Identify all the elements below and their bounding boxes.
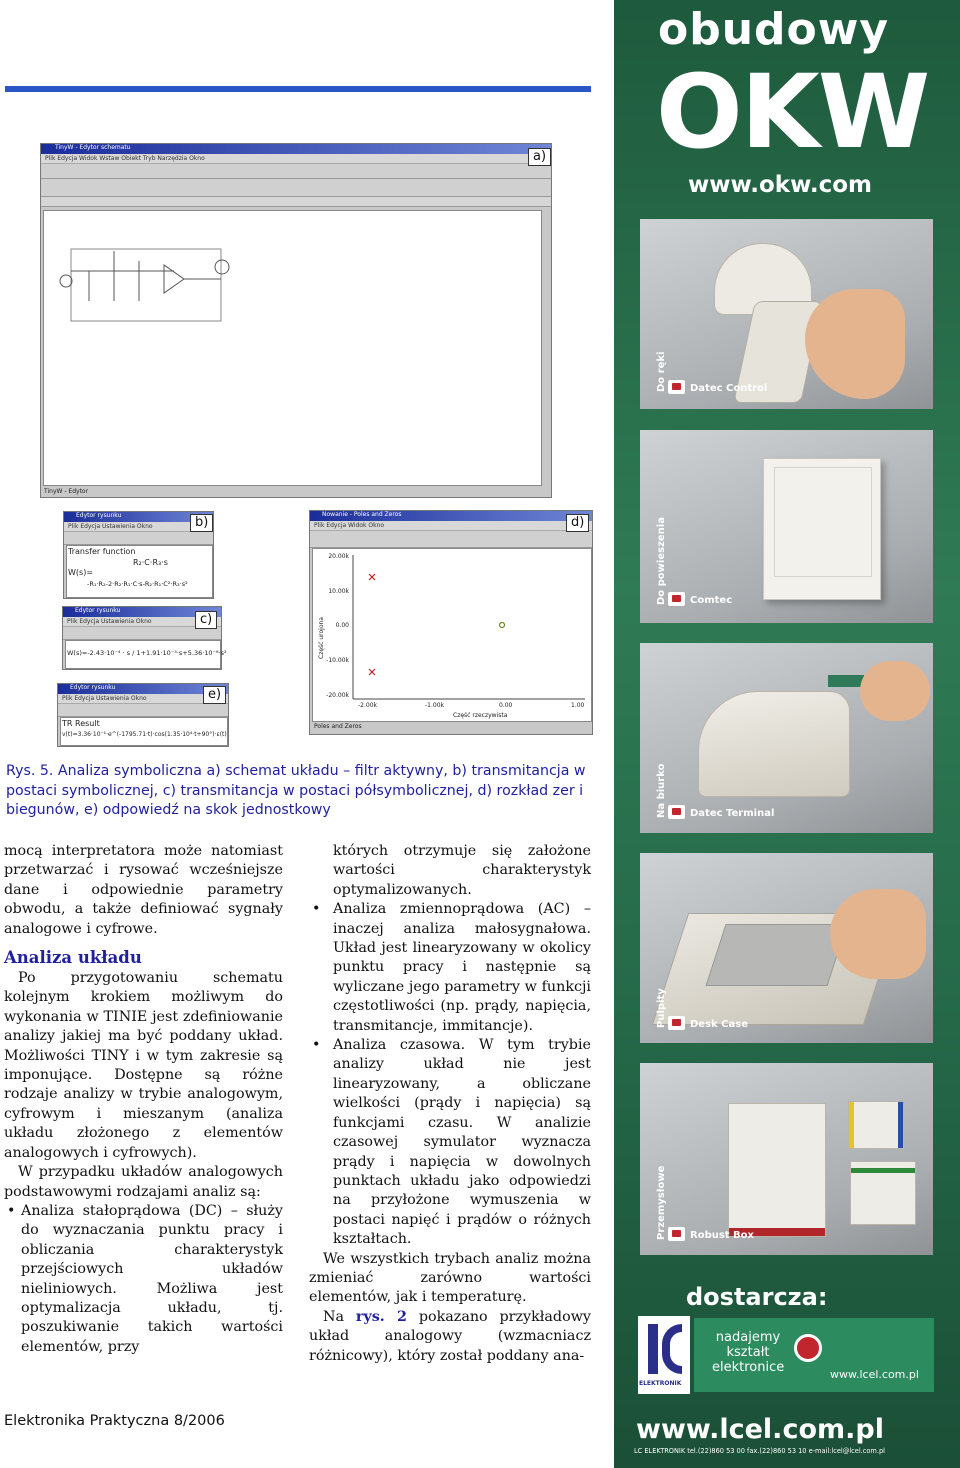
supplier-logo [638, 1316, 690, 1394]
ytick-label: 0.00 [335, 622, 349, 629]
xtick-label: -1.00k [425, 702, 444, 709]
formula-numerator: R₂·C·R₃·s [133, 558, 168, 567]
product-logo-icon [668, 592, 685, 606]
status-bar: TinyW - Edytor [44, 488, 89, 495]
ad-url: www.okw.com [688, 172, 873, 198]
ad-top-word: obudowy [658, 4, 890, 55]
analysis-list [309, 900, 591, 1249]
paragraph: mocą interpretatora może natomiast przetwarzać i rysować wcześniejsze dane i odpowiednie parametry obwodu, a także definiować sygnały analogowe i cyfrowe. [4, 843, 283, 937]
formula-denominator: -R₁·R₂-2·R₂·R₁·C·s-R₂·R₁·C²·R₃·s² [87, 580, 188, 588]
window-title: TinyW - Edytor schematu [55, 144, 131, 151]
label-c: c) [195, 611, 217, 629]
schematic-canvas [43, 210, 542, 486]
ad-category: Pulpity [656, 988, 667, 1028]
window-menubar: Plik Edycja Widok Okno [310, 521, 592, 531]
text-fragment: Na [323, 1308, 356, 1325]
source-symbol [60, 275, 72, 287]
schematic-frame [71, 249, 221, 321]
card-slot-image [828, 675, 864, 687]
ad-product-name: Comtec [690, 595, 733, 606]
ytick-label: 10.00k [328, 588, 349, 595]
xtick-label: 0.00 [499, 702, 513, 709]
window-schematic-editor [40, 143, 552, 498]
window-menubar: Plik Edycja Ustawienia Okno [58, 694, 228, 704]
top-rule [5, 86, 591, 92]
formula-area [66, 545, 213, 598]
list-item: • Analiza zmiennoprądowa (AC) – inaczej analiza małosygnałowa. Układ jest linearyzowany w okolicy punktu pracy i następnie są wyliczane jego parametry w funkcji częstotliwości (np. prądy, napięcia, transmitancje, immitancje). [309, 900, 591, 1036]
formula-semisymbolic: W(s)=-2.43·10⁻⁴ · s / 1+1.91·10⁻⁵·s+5.36·10⁻⁸·s² [67, 649, 227, 657]
paragraph: W przypadku układów analogowych podstawowymi rodzajami analiz są: [4, 1164, 283, 1200]
supplier-logo-text: ELEKTRONIK [639, 1380, 682, 1387]
meter-symbol [215, 260, 229, 274]
ad-category: Przemysłowe [656, 1165, 667, 1240]
hand-image [805, 289, 905, 399]
product-logo-icon [668, 1227, 685, 1241]
list-item: • Analiza stałoprądowa (DC) – służy do wyznaczania punktu pracy i obliczania charakterystyk przejściowych układów nieliniowych. Możliwa jest optymalizacja układu, tj. poszukiwanie takich wartości elementów, przy [4, 1202, 283, 1357]
handheld-enclosure-image [714, 243, 810, 403]
supplier-contact: LC ELEKTRONIK tel.(22)860 53 00 fax.(22)860 53 10 e-mail:lcel@lcel.com.pl [634, 1447, 885, 1455]
formula-heading: Transfer function [68, 547, 136, 556]
hand-image [860, 661, 930, 721]
xtick-label: -2.00k [358, 702, 377, 709]
ad-category: Do powieszenia [656, 517, 667, 605]
ytick-label: -10.00k [326, 657, 349, 664]
supplier-url-small: www.lcel.com.pl [830, 1368, 919, 1381]
plot-tab: Poles and Zeros [314, 723, 362, 730]
window-menubar: Plik Edycja Ustawienia Okno [63, 617, 221, 627]
advertisement [614, 0, 960, 1468]
window-titlebar [310, 511, 592, 521]
wallmount-enclosure-image [763, 458, 881, 600]
left-column [4, 842, 283, 1357]
product-logo-icon [668, 1016, 685, 1030]
figure-reference: rys. 2 [355, 1308, 407, 1325]
robust-box-yellow-image [848, 1101, 904, 1149]
supplier-url-big: www.lcel.com.pl [636, 1414, 884, 1445]
toolbar [64, 532, 213, 545]
result-formula: v(t)=3.36·10⁻¹·e^(-1795.71·t)·cos(1.35·10⁴·t+90°)·ε(t) [62, 731, 227, 738]
ad-product-name: Desk Case [690, 1019, 748, 1030]
supplier-slogan-banner [694, 1318, 934, 1392]
page-footer: Elektronika Praktyczna 8/2006 [4, 1413, 225, 1429]
window-titlebar [41, 144, 551, 154]
ad-category: Do ręki [656, 351, 667, 392]
ad-brand-logo: OKW [656, 53, 929, 172]
ad-product-name: Datec Control [690, 383, 768, 394]
x-axis-title: Część rzeczywista [453, 712, 508, 719]
result-heading: TR Result [62, 719, 100, 728]
figure-caption: Rys. 5. Analiza symboliczna a) schemat układu – filtr aktywny, b) transmitancja w postaci symbolicznej, c) transmitancja w postaci półsymbolicznej, d) rozkład zer i biegunów, e) odpowiedź na skok jednostkowy [6, 763, 586, 818]
desktop-terminal-image [698, 691, 850, 797]
formula-area [65, 640, 227, 669]
toolbar-1 [41, 164, 551, 179]
list-item: • Analiza czasowa. W tym trybie analizy układ nie jest linearyzowany, a obliczane wielkości (prądy i napięcia) są funkcjami czasu. W analizie czasowej symulator wyznacza prądy i napięcia w dowolnych punktach układu jako odpowiedzi na przyłożone wymuszenia w postaci napięć i prądów o różnych kształtach. [309, 1036, 591, 1249]
window-poles-zeros [309, 510, 593, 735]
y-axis-title: Część urojona [318, 617, 325, 659]
robust-box-green-image [850, 1161, 916, 1225]
hand-image [830, 889, 926, 979]
label-e: e) [203, 686, 226, 704]
plot-area [312, 548, 592, 722]
paragraph: We wszystkich trybach analiz można zmieniać zarówno wartości elementów, jak i temperaturę. [309, 1250, 591, 1306]
toolbar-2 [41, 179, 551, 197]
ad-supplier-label: dostarcza: [686, 1283, 828, 1311]
formula-area [60, 717, 228, 746]
pole-marker [369, 669, 375, 675]
supplier-slogan: nadajemy kształt elektronice [712, 1330, 785, 1375]
paragraph [309, 1308, 591, 1366]
schematic-diagram [44, 211, 541, 485]
label-b: b) [190, 514, 213, 532]
window-menubar: Plik Edycja Widok Wstaw Obiekt Tryb Narzędzia Okno [41, 154, 551, 164]
paragraph: których otrzymuje się założone wartości charakterystyk optymalizowanych. [333, 843, 591, 898]
poles-zeros-plot [313, 549, 591, 721]
supplier-mascot-icon [794, 1334, 822, 1362]
toolbar [310, 531, 592, 548]
ad-product-name: Robust Box [690, 1230, 755, 1241]
opamp-symbol [164, 265, 184, 293]
ad-panel-industrial [640, 1063, 933, 1255]
product-logo-icon [668, 380, 685, 394]
right-column [309, 842, 591, 1366]
ad-panel-desk-case [640, 853, 933, 1043]
ytick-label: -20.00k [326, 692, 349, 699]
zero-marker [500, 623, 505, 628]
ytick-label: 20.00k [328, 553, 349, 560]
window-title: Nowanie - Poles and Zeros [322, 511, 402, 518]
label-d: d) [566, 514, 589, 532]
toolbar [58, 704, 228, 717]
window-title: Edytor rysunku [76, 512, 122, 519]
formula-lhs: W(s)= [68, 568, 94, 577]
ad-category: Na biurko [656, 763, 667, 818]
ad-product-name: Datec Terminal [690, 808, 775, 819]
xtick-label: 1.00 [571, 702, 585, 709]
window-title: Edytor rysunku [70, 684, 116, 691]
component-tabs [41, 197, 551, 207]
section-heading: Analiza układu [4, 948, 142, 968]
analysis-list [4, 1202, 283, 1357]
pole-marker [369, 574, 375, 580]
paragraph: Po przygotowaniu schematu kolejnym krokiem możliwym do wykonania w TINIE jest zdefiniowanie analizy jakiej ma być poddany układ. Możliwości TINY i w tym zakresie są imponujące. Dostępne są różne rodzaje analizy w trybie analogowym, cyfrowym i mieszanym (analiza układu złożonego z elementów analogowych i cyfrowych). [4, 970, 283, 1161]
text-fragment: pokazano przykładowy układ analogowy (wzmacniacz różnicowy), który został poddany ana- [309, 1308, 592, 1364]
window-menubar: Plik Edycja Ustawienia Okno [64, 522, 213, 532]
window-title: Edytor rysunku [75, 607, 121, 614]
robust-box-large-image [728, 1103, 826, 1237]
product-logo-icon [668, 805, 685, 819]
label-a: a) [528, 148, 551, 166]
